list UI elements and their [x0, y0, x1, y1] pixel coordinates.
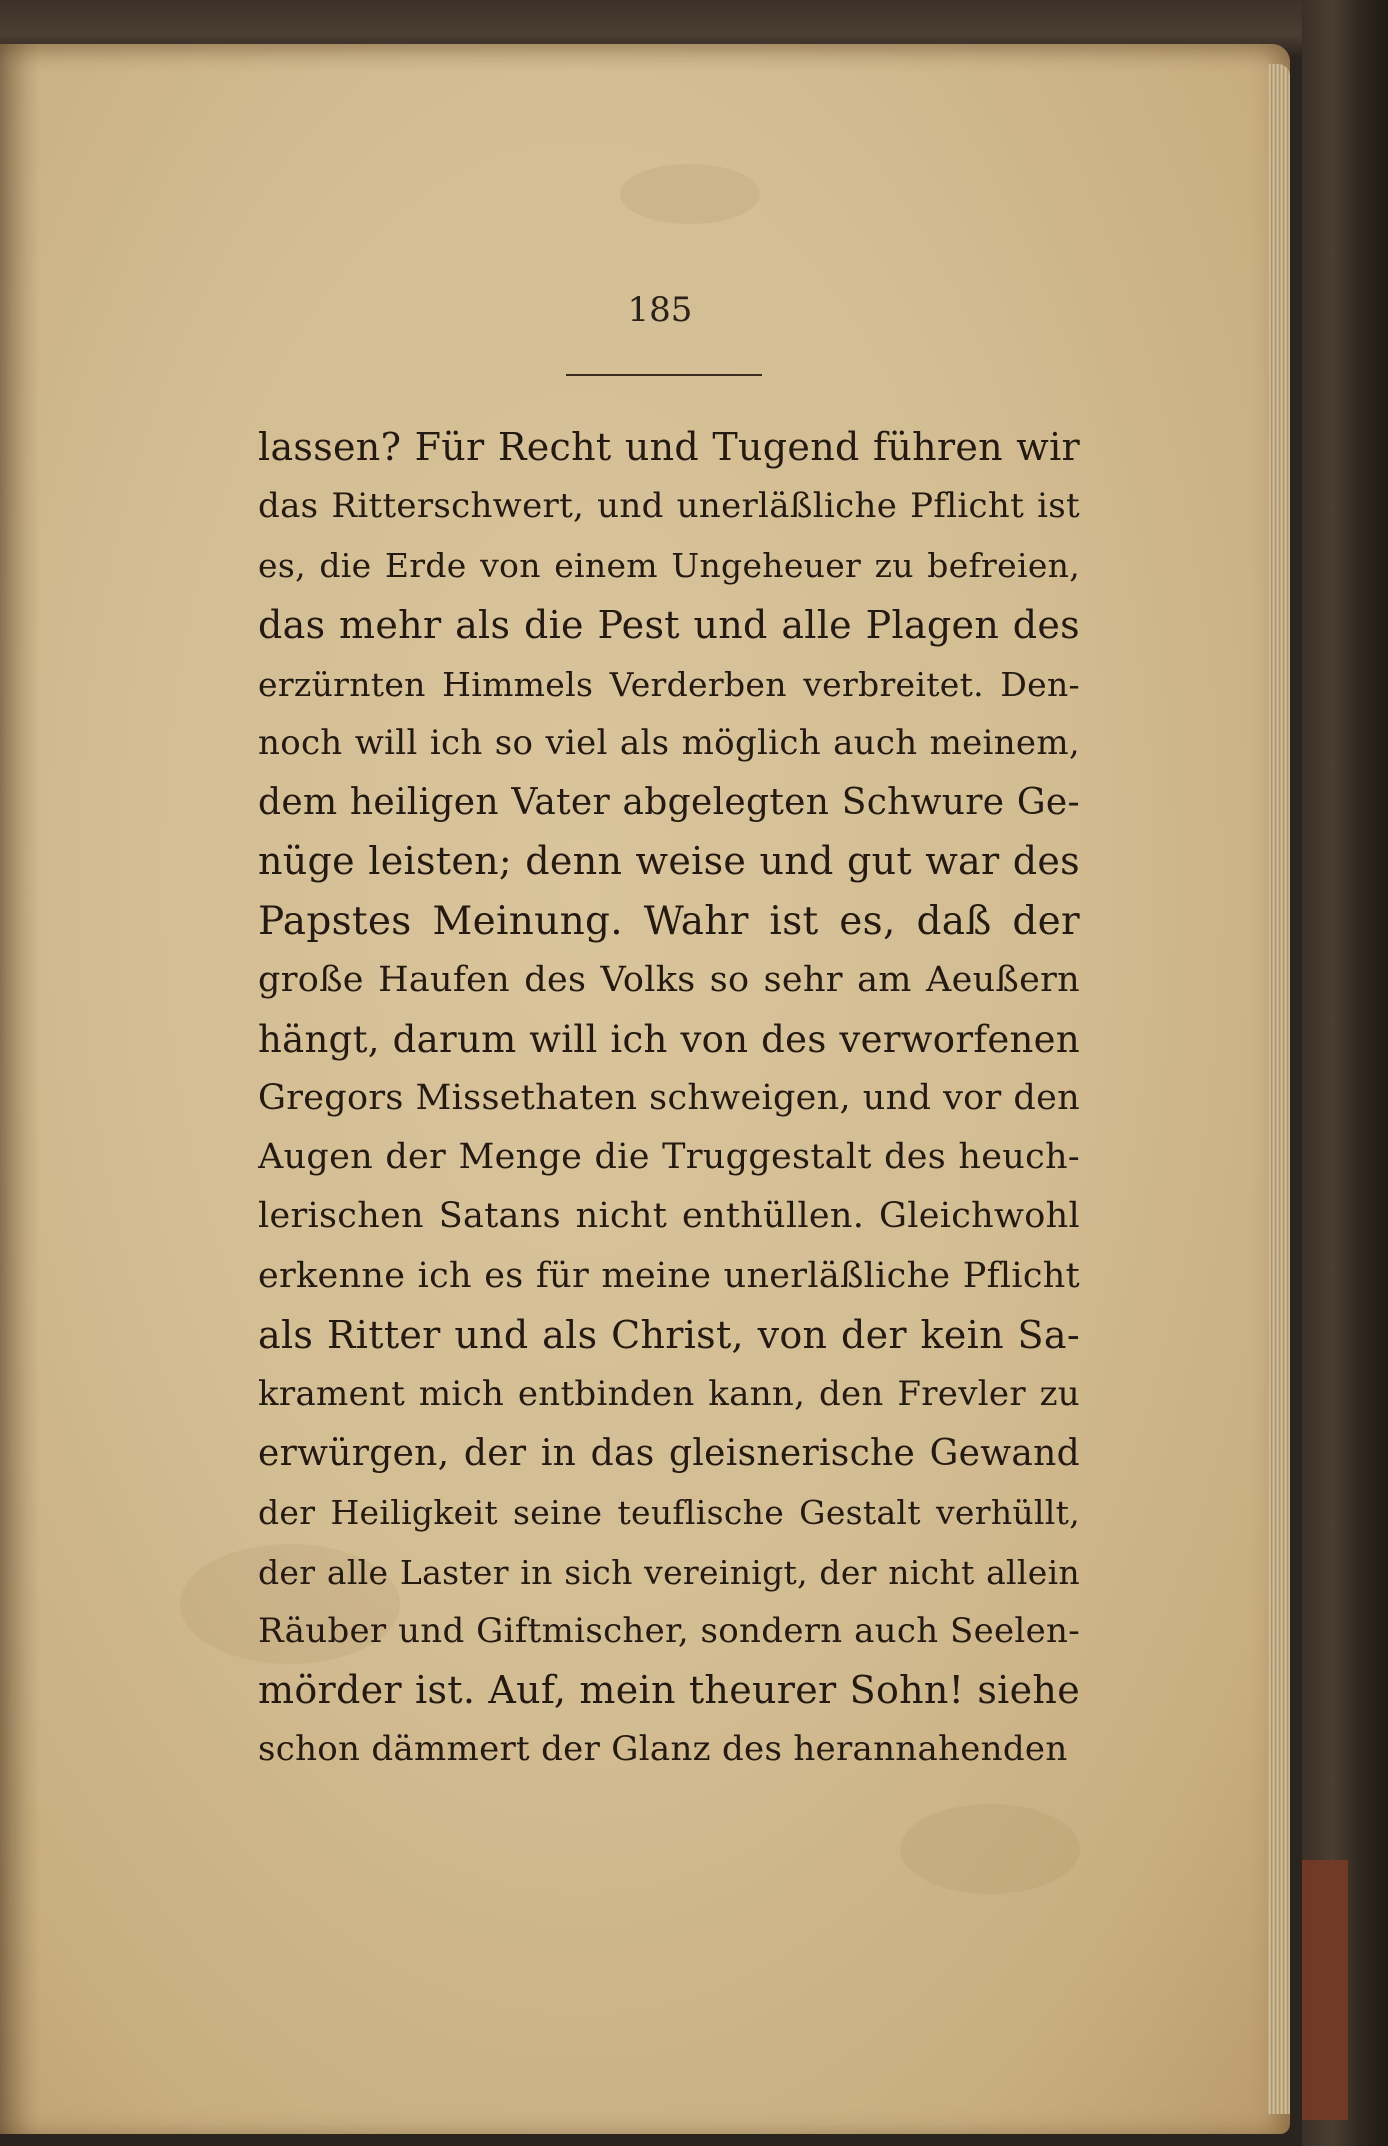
- text-line: es, die Erde von einem Ungeheuer zu befreien,: [258, 546, 1080, 586]
- text-line: mörder ist. Auf, mein theurer Sohn! siehe: [258, 1667, 1080, 1712]
- text-line: hängt, darum will ich von des verworfenen: [258, 1017, 1080, 1061]
- text-line: erwürgen, der in das gleisnerische Gewand: [258, 1433, 1080, 1475]
- paper-stain: [620, 164, 760, 224]
- text-line: Papstes Meinung. Wahr ist es, daß der: [258, 898, 1080, 944]
- text-line: Augen der Menge die Truggestalt des heuch-: [258, 1137, 1080, 1178]
- book-page: [0, 44, 1290, 2134]
- text-line: dem heiligen Vater abgelegten Schwure Ge-: [258, 782, 1080, 824]
- page-edges: [1268, 64, 1290, 2114]
- cover-corner-patch: [1302, 1860, 1348, 2120]
- text-line: Räuber und Giftmischer, sondern auch Seelen-: [258, 1610, 1080, 1651]
- paper-stain: [900, 1804, 1080, 1894]
- page-number: 185: [627, 290, 693, 330]
- text-line: das mehr als die Pest und alle Plagen des: [258, 602, 1080, 647]
- page-gutter-shadow: [0, 44, 40, 2134]
- text-line: der alle Laster in sich vereinigt, der nicht allein: [258, 1552, 1080, 1592]
- text-line: nüge leisten; denn weise und gut war des: [258, 839, 1080, 884]
- body-text: [258, 418, 1080, 1779]
- text-line: erzürnten Himmels Verderben verbreitet. Den-: [258, 664, 1080, 704]
- text-line: als Ritter und als Christ, von der kein Sa-: [258, 1312, 1080, 1357]
- text-line: krament mich entbinden kann, den Frevler zu: [258, 1374, 1080, 1414]
- text-line: lerischen Satans nicht enthüllen. Gleichwohl: [258, 1196, 1080, 1237]
- text-line: schon dämmert der Glanz des herannahenden: [258, 1729, 1068, 1770]
- header-rule: [566, 374, 762, 376]
- text-line: Gregors Missethaten schweigen, und vor den: [258, 1078, 1080, 1119]
- text-line: lassen? Für Recht und Tugend führen wir: [258, 425, 1080, 469]
- text-line: noch will ich so viel als möglich auch meinem,: [258, 722, 1080, 763]
- text-line: der Heiligkeit seine teuflische Gestalt verhüllt,: [258, 1493, 1080, 1533]
- text-line: große Haufen des Volks so sehr am Aeußern: [258, 959, 1080, 1000]
- book-cover-board: [1302, 0, 1388, 2146]
- text-line: das Ritterschwert, und unerläßliche Pflicht ist: [258, 486, 1080, 527]
- text-line: erkenne ich es für meine unerläßliche Pflicht: [258, 1255, 1080, 1296]
